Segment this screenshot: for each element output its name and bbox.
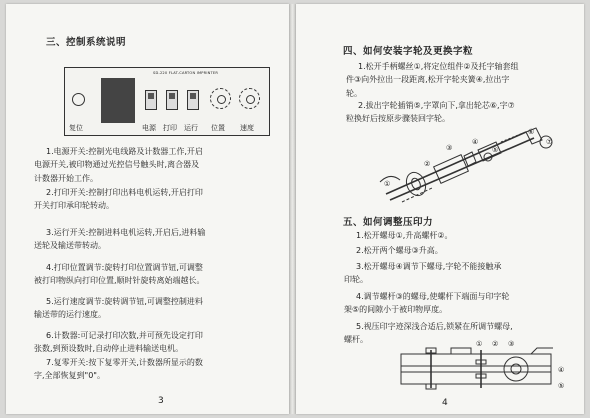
text-line: 1.电源开关:控制光电线路及计数器工作,开启 (46, 147, 203, 156)
reset-button-icon (72, 93, 85, 106)
text-line: 张数,到预设数时,自动停止进料输送电机。 (34, 344, 184, 354)
text-line: 送轮及输送带转动。 (34, 241, 106, 251)
page-number-left: 3 (158, 396, 164, 406)
figure-one-callout: ⑦ (546, 138, 553, 146)
text-line: 被打印物纵向打印位置,顺时针旋转离始端越长。 (34, 276, 205, 286)
paragraph-run-speed (34, 295, 203, 322)
power-switch-icon (145, 90, 157, 110)
text-line: 3.松开螺母④调节下螺母,字轮不能接触承 (356, 262, 502, 271)
text-line: 字,全部恢复到"0"。 (34, 371, 105, 381)
text-line: 2.打印开关:控制打印出料电机运转,开启打印 (46, 188, 203, 197)
panel-label-run: 运行 (184, 124, 198, 132)
paragraph-pressure-step-4 (344, 290, 510, 317)
speed-knob-icon (239, 88, 260, 109)
run-switch-icon (187, 90, 199, 110)
text-line: 5.视压印字迹深浅合适后,锁紧在所调节螺母, (356, 322, 513, 331)
text-line: 4.打印位置调节:旋转打印位置调节钮,可调整 (46, 263, 203, 272)
text-line: 计数器开始工作。 (34, 173, 98, 183)
panel-model-label: SD-220 FLAT-CARTON IMPRINTER (153, 71, 219, 75)
paragraph-pressure-step-5 (344, 320, 513, 347)
print-wheel-assembly-figure (376, 122, 576, 212)
text-line: 4.调节螺杆③的螺母,使螺杆下端面与印字轮 (356, 292, 510, 301)
right-page (296, 4, 584, 414)
text-line: 电源开关,被印物通过光控信号触头时,离合器及 (34, 160, 200, 170)
text-line: 7.复零开关:按下复零开关,计数器所显示的数 (46, 358, 203, 367)
position-knob-icon (210, 88, 231, 109)
text-line: 件③向外拉出一段距离,松开字轮夹簧④,拉出字 (346, 75, 510, 85)
figure-two-callout: ③ (508, 340, 515, 348)
figure-two-callout: ② (492, 340, 499, 348)
paragraph-counter (34, 329, 203, 356)
section-three-title: 三、控制系统说明 (46, 37, 127, 48)
print-switch-icon (166, 90, 178, 110)
paragraph-print-switch (34, 186, 203, 213)
book-spine (289, 4, 296, 414)
text-line: 输送带的运行速度。 (34, 310, 106, 320)
text-line: 印轮。 (344, 275, 368, 285)
paragraph-print-position (34, 261, 205, 288)
text-line: 粒换好后按原步骤装回字轮。 (346, 114, 450, 124)
text-line: 1.松开手柄螺丝①,将定位组件②及托字轴套组 (358, 62, 519, 71)
paragraph-install-step-1 (346, 60, 519, 100)
figure-one-callout: ③ (446, 144, 453, 152)
text-line: 5.运行速度调节:旋转调节钮,可调整控制进料 (46, 297, 203, 306)
text-line: 开关打印承印轮转动。 (34, 201, 114, 211)
panel-label-power: 电源 (142, 124, 156, 132)
control-panel-diagram (64, 67, 270, 136)
figure-two-callout: ① (476, 340, 483, 348)
figure-two-callout: ⑤ (558, 382, 565, 390)
paragraph-pressure-step-1 (356, 229, 453, 242)
paragraph-pressure-step-3 (344, 260, 502, 287)
text-line: 架⑤的间隙小于被印物厚度。 (344, 305, 448, 315)
text-line: 2.拔出字轮插销⑤,字罩向下,拿出轮芯⑥,字⑦ (358, 101, 515, 110)
panel-label-reset: 复位 (69, 124, 83, 132)
pressure-adjustment-figure (391, 346, 571, 392)
figure-one-callout: ② (424, 160, 431, 168)
text-line: 轮。 (346, 88, 362, 98)
panel-label-position: 位置 (211, 124, 225, 132)
figure-two-callout: ④ (558, 366, 565, 374)
paragraph-pressure-step-2 (356, 244, 443, 257)
figure-one-callout: ⑤ (492, 146, 499, 154)
text-line: 螺杆。 (344, 335, 368, 345)
counter-display (101, 78, 135, 123)
left-page (6, 4, 289, 414)
figure-one-callout: ④ (472, 138, 479, 146)
figure-one-callout: ⑥ (528, 128, 535, 136)
paragraph-run-switch (34, 226, 206, 253)
section-five-title: 五、如何调整压印力 (343, 217, 434, 228)
panel-label-speed: 速度 (240, 124, 254, 132)
text-line: 1.松开螺母①,升高螺杆②。 (356, 231, 453, 240)
page-number-right: 4 (442, 398, 448, 408)
figure-one-callout: ① (384, 180, 391, 188)
paragraph-reset-switch (34, 356, 203, 383)
text-line: 3.运行开关:控制进料电机运转,开启后,进料输 (46, 228, 206, 237)
paragraph-power-switch (34, 145, 203, 185)
panel-label-print: 打印 (163, 124, 177, 132)
text-line: 2.松开两个螺母③升高。 (356, 246, 443, 255)
text-line: 6.计数器:可记录打印次数,并可预先设定打印 (46, 331, 203, 340)
section-four-title: 四、如何安装字轮及更换字粒 (343, 46, 474, 57)
